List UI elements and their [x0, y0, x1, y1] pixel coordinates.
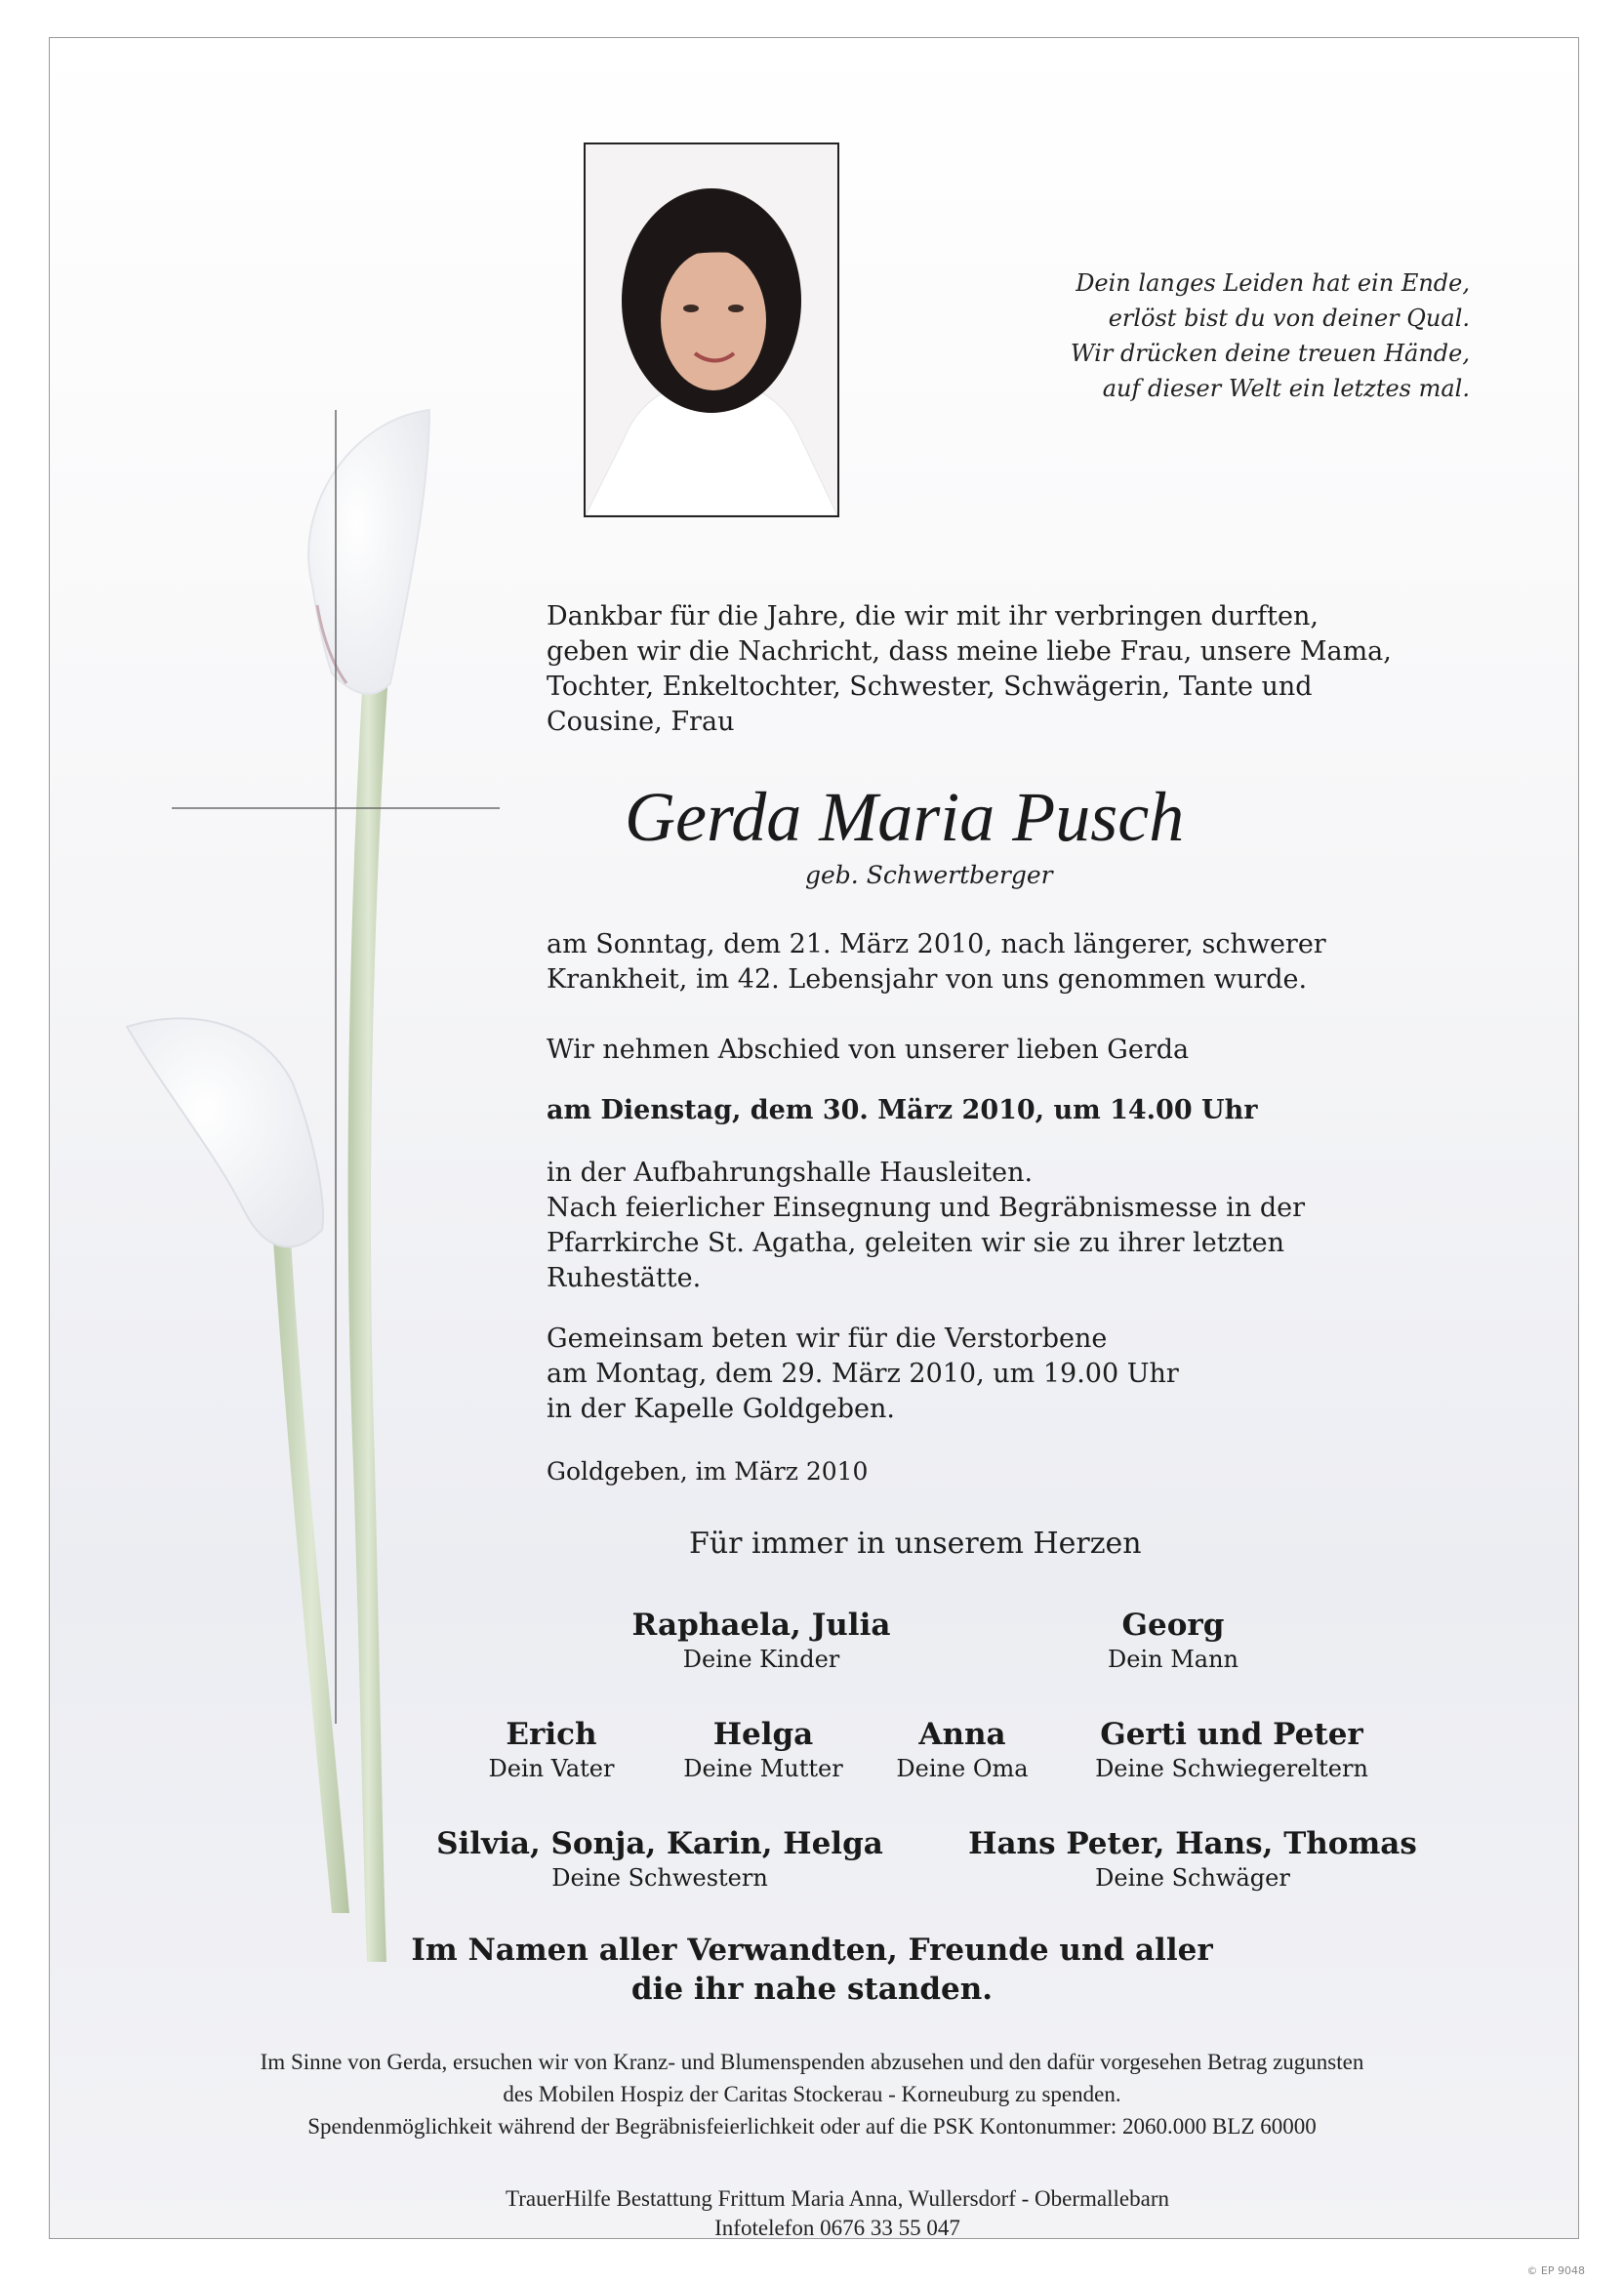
- prayer-paragraph: [547, 1322, 1522, 1427]
- farewell-paragraph: [547, 1156, 1522, 1296]
- family-names: Georg: [1121, 1608, 1225, 1643]
- family-names: Hans Peter, Hans, Thomas: [968, 1826, 1417, 1861]
- maiden-name: geb. Schwertberger: [805, 861, 1053, 889]
- family-role: Deine Schwäger: [1095, 1864, 1290, 1892]
- place-date: Goldgeben, im März 2010: [547, 1457, 869, 1486]
- family-husband: [1108, 1607, 1238, 1675]
- intro-paragraph: [547, 599, 1522, 740]
- portrait-illustration: [586, 144, 837, 515]
- prayer-line: Gemeinsam beten wir für die Verstorbene: [547, 1324, 1108, 1354]
- farewell-line: in der Aufbahrungshalle Hausleiten.: [547, 1158, 1034, 1188]
- family-names: Raphaela, Julia: [631, 1608, 891, 1643]
- info-phone: Infotelefon 0676 33 55 047: [714, 2216, 960, 2240]
- death-paragraph: [547, 927, 1522, 998]
- intro-line: Dankbar für die Jahre, die wir mit ihr verbringen durften,: [547, 601, 1319, 632]
- closing-line: die ihr nahe standen.: [630, 1972, 994, 2007]
- family-role: Deine Schwestern: [551, 1864, 768, 1892]
- family-father: [489, 1716, 615, 1784]
- donation-note: [261, 2046, 1364, 2142]
- forever-heading: Für immer in unserem Herzen: [689, 1527, 1142, 1561]
- family-role: Deine Mutter: [683, 1755, 843, 1782]
- undertaker-info: [506, 2184, 1169, 2243]
- prayer-line: am Montag, dem 29. März 2010, um 19.00 Uhr: [547, 1359, 1179, 1389]
- farewell-date: am Dienstag, dem 30. März 2010, um 14.00 Uhr: [547, 1095, 1258, 1125]
- family-grandmother: [896, 1716, 1028, 1784]
- family-names: Gerti und Peter: [1100, 1717, 1363, 1752]
- family-names: Helga: [712, 1717, 814, 1752]
- family-role: Deine Oma: [896, 1755, 1029, 1782]
- intro-line: geben wir die Nachricht, dass meine liebe Frau, unsere Mama,: [547, 636, 1392, 667]
- family-parents-in-law: [1095, 1716, 1368, 1784]
- deceased-name: Gerda Maria Pusch: [625, 778, 1185, 856]
- farewell-intro: Wir nehmen Abschied von unserer lieben Gerda: [547, 1035, 1190, 1065]
- closing-statement: [411, 1931, 1212, 2009]
- family-brothers-in-law: [968, 1825, 1417, 1894]
- prayer-line: in der Kapelle Goldgeben.: [547, 1394, 895, 1424]
- closing-line: Im Namen aller Verwandten, Freunde und aller: [411, 1933, 1213, 1968]
- family-children: [632, 1607, 891, 1675]
- donation-line: Im Sinne von Gerda, ersuchen wir von Kranz- und Blumenspenden abzusehen und den dafür vorgesehen Betrag zugunsten: [260, 2050, 1364, 2074]
- family-role: Dein Vater: [488, 1755, 615, 1782]
- farewell-line: Nach feierlicher Einsegnung und Begräbnismesse in der: [547, 1193, 1305, 1223]
- family-role: Deine Schwiegereltern: [1095, 1755, 1368, 1782]
- portrait-photo: [584, 143, 839, 517]
- family-role: Dein Mann: [1107, 1646, 1239, 1673]
- poem-line: Wir drücken deine treuen Hände,: [1070, 340, 1470, 367]
- death-line: Krankheit, im 42. Lebensjahr von uns genommen wurde.: [547, 964, 1308, 995]
- farewell-line: Pfarrkirche St. Agatha, geleiten wir sie zu ihrer letzten: [547, 1228, 1285, 1258]
- farewell-line: Ruhestätte.: [547, 1263, 702, 1293]
- family-mother: [683, 1716, 842, 1784]
- poem: [962, 265, 1470, 406]
- family-names: Silvia, Sonja, Karin, Helga: [436, 1826, 883, 1861]
- death-line: am Sonntag, dem 21. März 2010, nach längerer, schwerer: [547, 929, 1326, 959]
- print-code: © EP 9048: [1526, 2264, 1585, 2277]
- donation-line: des Mobilen Hospiz der Caritas Stockerau - Korneuburg zu spenden.: [503, 2082, 1121, 2106]
- family-sisters: [436, 1825, 883, 1894]
- poem-line: erlöst bist du von deiner Qual.: [1108, 305, 1470, 332]
- poem-line: auf dieser Welt ein letztes mal.: [1102, 375, 1470, 402]
- family-role: Deine Kinder: [682, 1646, 840, 1673]
- family-names: Anna: [918, 1717, 1006, 1752]
- intro-line: Tochter, Enkeltochter, Schwester, Schwägerin, Tante und: [547, 672, 1313, 702]
- poem-line: Dein langes Leiden hat ein Ende,: [1076, 269, 1470, 297]
- intro-line: Cousine, Frau: [547, 707, 735, 737]
- donation-line: Spendenmöglichkeit während der Begräbnisfeierlichkeit oder auf die PSK Kontonummer: 2060.000 BLZ 60000: [307, 2114, 1317, 2139]
- undertaker-name: TrauerHilfe Bestattung Frittum Maria Anna, Wullersdorf - Obermallebarn: [506, 2186, 1169, 2211]
- family-names: Erich: [506, 1717, 597, 1752]
